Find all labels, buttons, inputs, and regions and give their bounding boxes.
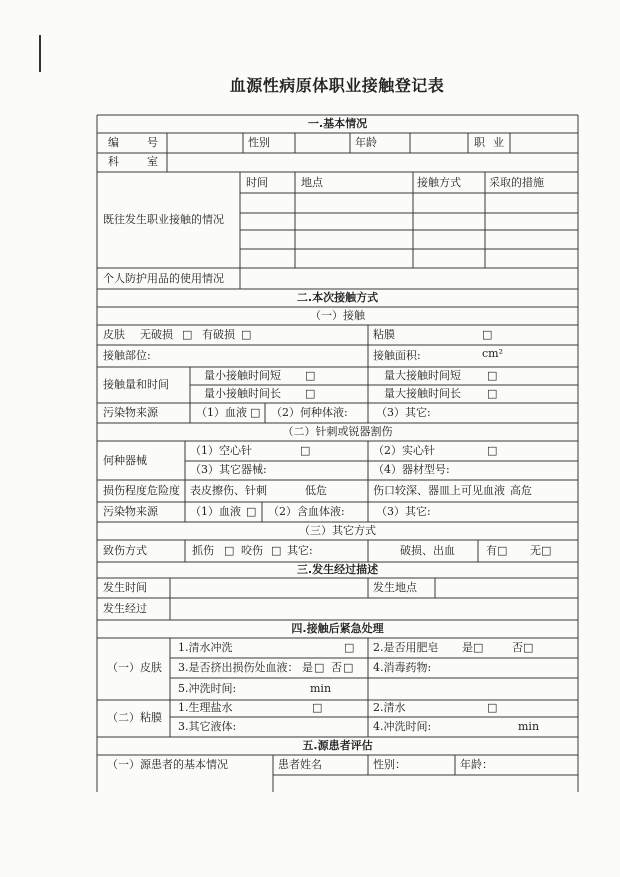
contact-area-unit: cm² [482, 347, 504, 360]
patient-age-label: 年龄： [460, 758, 493, 771]
treatment-skin-label: （一）皮肤 [107, 661, 162, 674]
treatment-mucosa-label: （二）粘膜 [107, 711, 162, 724]
section2-header: 二.本次接触方式 [296, 291, 379, 304]
source-patient-basic-label: （一）源患者的基本情况 [107, 758, 228, 771]
source2-option-fluid: （2）含血体液: [268, 505, 345, 518]
skin-rinse-time-unit: min [310, 682, 332, 695]
skin-intact-checkbox[interactable]: □ [182, 328, 193, 341]
history-col-place: 地点 [301, 176, 323, 189]
history-col-time: 时间 [246, 176, 268, 189]
source-option-blood: （1）血液 [196, 406, 247, 419]
skin-label: 皮肤 [103, 328, 125, 341]
device-label: 何种器械 [103, 454, 147, 467]
bite-label: 咬伤 [241, 544, 263, 557]
occurrence-place-label: 发生地点 [373, 581, 417, 594]
amount-option-small-long: 量小接触时间长 [204, 387, 281, 400]
department-label: 科室 [108, 155, 186, 168]
skin-intact-label: 无破损 [140, 328, 173, 341]
bleeding-yes-label: 有 [486, 544, 497, 557]
squeeze-blood-label: 3.是否挤出损伤处血液： [178, 661, 299, 674]
mucosa-checkbox[interactable]: □ [482, 328, 493, 341]
amount-option-large-short: 量大接触时间短 [384, 369, 461, 382]
source2-blood-checkbox[interactable]: □ [246, 505, 257, 518]
squeeze-no-checkbox[interactable]: □ [343, 661, 354, 674]
amount-option-small-short: 量小接触时间短 [204, 369, 281, 382]
mucosa-label: 粘膜 [373, 328, 395, 341]
mucosa-rinse-time-label: 4.冲洗时间: [373, 720, 432, 733]
soap-yes-label: 是 [462, 641, 473, 654]
device-option-model: （4）器材型号: [373, 463, 450, 476]
section5-header: 五.源患者评估 [302, 739, 373, 752]
squeeze-yes-label: 是 [302, 661, 313, 674]
amount-small-short-checkbox[interactable]: □ [305, 369, 316, 382]
bleeding-label: 破损、出血 [400, 544, 455, 557]
skin-broken-checkbox[interactable]: □ [241, 328, 252, 341]
patient-name-label: 患者姓名 [278, 758, 322, 771]
amount-option-large-long: 量大接触时间长 [384, 387, 461, 400]
scratch-label: 抓伤 [192, 544, 214, 557]
squeeze-no-label: 否 [331, 661, 342, 674]
severity-low-level: 低危 [305, 484, 327, 497]
age-label: 年龄 [355, 136, 377, 149]
source2-option-blood: （1）血液 [190, 505, 241, 518]
source-option-fluid: （2）何种体液: [271, 406, 348, 419]
bleeding-no-label: 无 [530, 544, 541, 557]
occurrence-process-label: 发生经过 [103, 602, 147, 615]
section1-header: 一.基本情况 [307, 117, 368, 130]
skin-rinse-checkbox[interactable]: □ [344, 641, 355, 654]
form-title: 血源性病原体职业接触登记表 [229, 76, 445, 95]
history-label: 既往发生职业接触的情况 [103, 213, 224, 226]
skin-rinse-label: 1.清水冲洗 [178, 641, 233, 654]
severity-low-desc: 表皮擦伤、针刺 [190, 484, 267, 497]
ppe-label: 个人防护用品的使用情况 [103, 272, 224, 285]
saline-label: 1.生理盐水 [178, 701, 233, 714]
device-option-solid-needle: （2）实心针 [373, 444, 435, 457]
contact-site-label: 接触部位: [103, 349, 151, 362]
severity-high-level: 高危 [510, 484, 532, 497]
amount-large-long-checkbox[interactable]: □ [487, 387, 498, 400]
amount-time-label: 接触量和时间 [103, 378, 169, 391]
bleeding-yes-checkbox[interactable]: □ [497, 544, 508, 557]
soap-label: 2.是否用肥皂 [373, 641, 439, 654]
bite-checkbox[interactable]: □ [271, 544, 282, 557]
amount-small-long-checkbox[interactable]: □ [305, 387, 316, 400]
history-col-method: 接触方式 [417, 176, 461, 189]
occupation-label: 职业 [474, 136, 512, 149]
occurrence-time-label: 发生时间 [103, 581, 147, 594]
id-label: 编号 [108, 136, 186, 149]
contact-subheader: （一）接触 [310, 309, 365, 322]
soap-yes-checkbox[interactable]: □ [473, 641, 484, 654]
history-col-measures: 采取的措施 [489, 176, 544, 189]
skin-rinse-time-label: 5.冲洗时间: [178, 682, 237, 695]
mucosa-rinse-time-unit: min [518, 720, 540, 733]
bleeding-no-checkbox[interactable]: □ [541, 544, 552, 557]
severity-label: 损伤程度危险度 [103, 484, 180, 497]
soap-no-label: 否 [512, 641, 523, 654]
contact-area-label: 接触面积: [373, 349, 421, 362]
other-liquid-label: 3.其它液体: [178, 720, 237, 733]
other-ways-subheader: （三）其它方式 [299, 524, 376, 537]
skin-broken-label: 有破损 [202, 328, 235, 341]
source2-label: 污染物来源 [103, 505, 158, 518]
patient-gender-label: 性别： [373, 758, 406, 771]
source-blood-checkbox[interactable]: □ [250, 406, 261, 419]
injury-label: 致伤方式 [103, 544, 147, 557]
source-option-other: （3）其它: [376, 406, 431, 419]
device-option-hollow-needle: （1）空心针 [190, 444, 252, 457]
section3-header: 三.发生经过描述 [296, 563, 379, 576]
source2-option-other: （3）其它: [376, 505, 431, 518]
severity-high-desc: 伤口较深、器皿上可见血液 [373, 484, 505, 497]
injury-other-label: 其它: [287, 544, 313, 557]
device-option-other: （3）其它器械: [190, 463, 267, 476]
squeeze-yes-checkbox[interactable]: □ [314, 661, 325, 674]
soap-no-checkbox[interactable]: □ [523, 641, 534, 654]
scratch-checkbox[interactable]: □ [224, 544, 235, 557]
solid-needle-checkbox[interactable]: □ [487, 444, 498, 457]
gender-label: 性别 [248, 136, 270, 149]
amount-large-short-checkbox[interactable]: □ [487, 369, 498, 382]
disinfectant-label: 4.消毒药物: [373, 661, 432, 674]
section4-header: 四.接触后紧急处理 [291, 622, 384, 635]
sharps-subheader: （二）针刺或锐器割伤 [282, 425, 393, 438]
mucosa-water-checkbox[interactable]: □ [487, 701, 498, 714]
saline-checkbox[interactable]: □ [312, 701, 323, 714]
source-label: 污染物来源 [103, 406, 158, 419]
mucosa-water-label: 2.清水 [373, 701, 406, 714]
hollow-needle-checkbox[interactable]: □ [300, 444, 311, 457]
